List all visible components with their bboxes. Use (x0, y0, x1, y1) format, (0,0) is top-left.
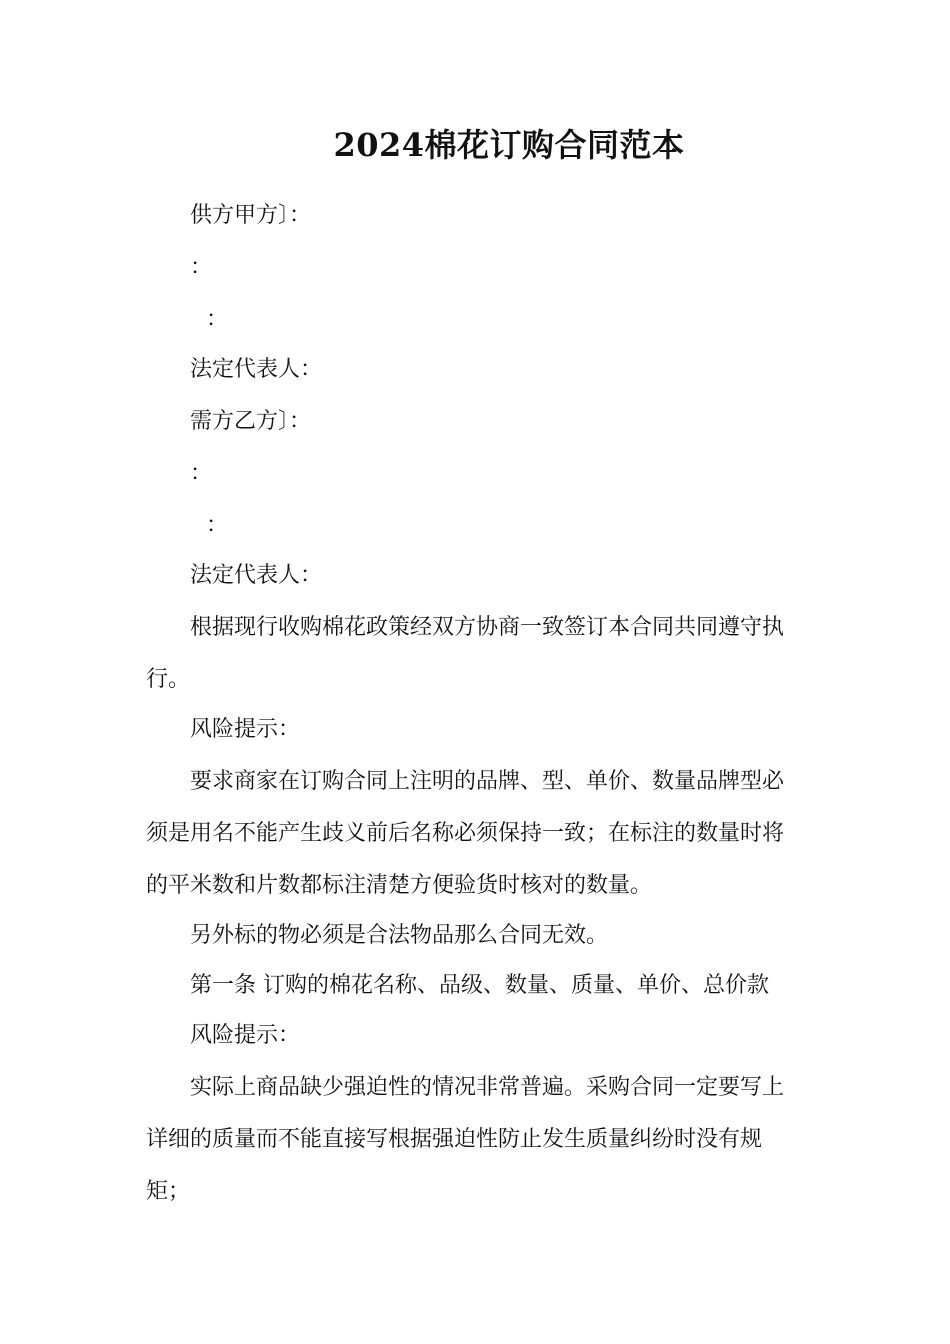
supplier-blank-line-2: ： (206, 307, 229, 332)
risk-notice-paragraph-1: 要求商家在订购合同上注明的品牌、型、单价、数量品牌型必须是用名不能产生歧义前后名称必须保持一致；在标注的数量时将的平米数和片数都标注清楚方便验货时核对的数量。 (146, 769, 785, 898)
risk-notice-heading-2: 风险提示： (190, 1023, 301, 1048)
document-title: 2024棉花订购合同范本 (333, 126, 685, 164)
contract-basis-paragraph: 根据现行收购棉花政策经双方协商一致签订本合同共同遵守执行。 (146, 615, 785, 692)
legal-goods-paragraph: 另外标的物必须是合法物品那么合同无效。 (190, 923, 609, 948)
supplier-blank-line-1: ： (190, 255, 213, 280)
supplier-legal-representative: 法定代表人： (190, 357, 323, 382)
buyer-blank-line-1: ： (190, 461, 213, 486)
buyer-legal-representative: 法定代表人： (190, 563, 323, 588)
buyer-blank-line-2: ： (206, 513, 229, 538)
buyer-party-b-label: 需方乙方〕： (190, 409, 312, 434)
supplier-party-a-label: 供方甲方〕： (190, 203, 312, 228)
quality-requirement-paragraph: 实际上商品缺少强迫性的情况非常普遍。采购合同一定要写上详细的质量而不能直接写根据强迫性防止发生质量纠纷时没有规矩； (146, 1075, 785, 1204)
risk-notice-heading-1: 风险提示： (190, 717, 301, 742)
article-one-heading: 第一条 订购的棉花名称、品级、数量、质量、单价、总价款 (190, 973, 769, 998)
